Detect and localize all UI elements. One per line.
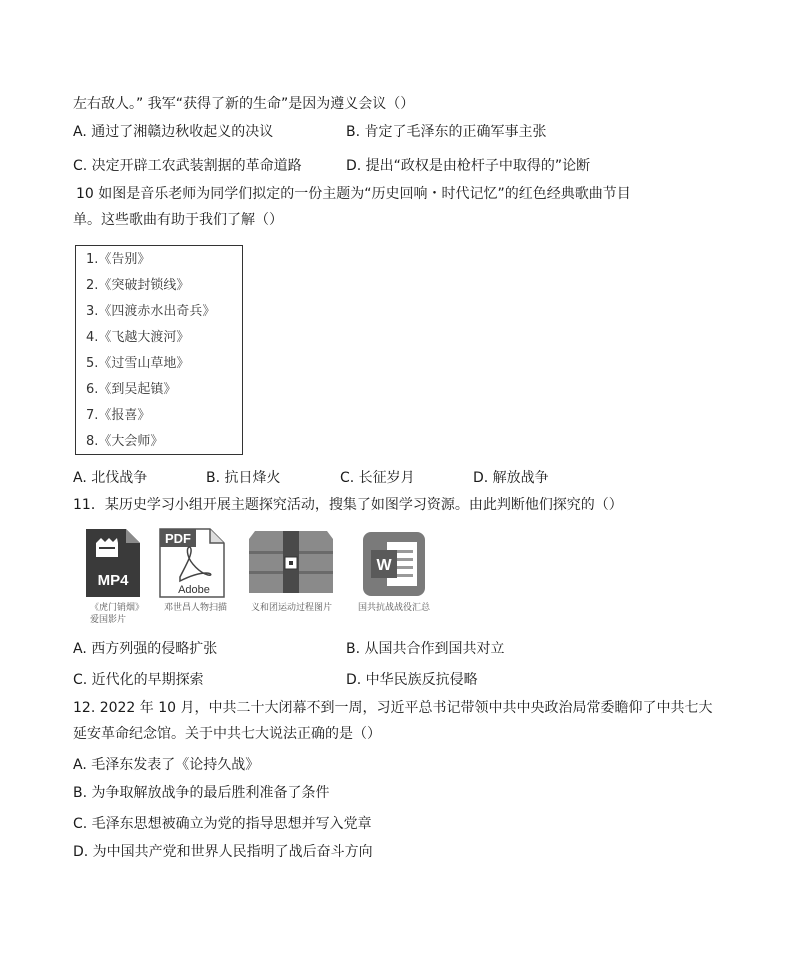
q10-stem-line2: 单。这些歌曲有助于我们了解（） [73,212,283,228]
song-program-list [75,245,243,455]
resource-caption: 爱国影片 [90,615,127,625]
q11-option-c[interactable]: C. 近代化的早期探索 [73,672,204,688]
q9-option-a[interactable]: A. 通过了湘赣边秋收起义的决议 [73,124,274,140]
q9-option-b[interactable]: B. 肯定了毛泽东的正确军事主张 [346,124,547,140]
word-file-icon [361,530,427,598]
q9-option-d[interactable]: D. 提出“政权是由枪杆子中取得的”论断 [346,158,591,174]
intro-line: 左右敌人。” 我军“获得了新的生命”是因为遵义会议（） [73,96,415,112]
resource-caption: 义和团运动过程图片 [251,603,333,613]
q10-stem-line1: 10 如图是音乐老师为同学们拟定的一份主题为“历史回响・时代记忆”的红色经典歌曲节目 [76,186,631,202]
q12-option-b[interactable]: B. 为争取解放战争的最后胜利准备了条件 [73,785,330,801]
q11-option-b[interactable]: B. 从国共合作到国共对立 [346,641,505,657]
q12-stem-line1: 12. 2022 年 10 月，中共二十大闭幕不到一周，习近平总书记带领中共中央政治局常委瞻仰了中共七大 [73,700,713,716]
q11-option-d[interactable]: D. 中华民族反抗侵略 [346,672,478,688]
q12-stem-line2: 延安革命纪念馆。关于中共七大说法正确的是（） [73,726,381,742]
song-item: 8.《大会师》 [86,434,164,449]
mp4-badge: MP4 [97,572,129,589]
q12-option-c[interactable]: C. 毛泽东思想被确立为党的指导思想并写入党章 [73,816,372,832]
q11-stem-line1: 11．某历史学习小组开展主题探究活动，搜集了如图学习资源。由此判断他们探究的（） [73,497,623,513]
q10-option-b[interactable]: B. 抗日烽火 [206,470,281,486]
pdf-badge: PDF [165,531,191,546]
q10-option-c[interactable]: C. 长征岁月 [340,470,415,486]
song-item: 7.《报喜》 [86,408,151,423]
resource-caption: 邓世昌人物扫描 [164,603,228,613]
q10-option-a[interactable]: A. 北伐战争 [73,470,148,486]
song-item: 5.《过雪山草地》 [86,356,190,371]
adobe-label: Adobe [178,584,210,596]
resource-caption: 国共抗战战役汇总 [358,603,431,613]
pdf-file-icon [158,527,228,599]
q12-option-d[interactable]: D. 为中国共产党和世界人民指明了战后奋斗方向 [73,844,373,860]
q9-option-c[interactable]: C. 决定开辟工农武装割据的革命道路 [73,158,302,174]
song-item: 4.《飞越大渡河》 [86,330,190,345]
resource-caption: 《虎门销烟》 [90,603,145,613]
mp4-file-icon [82,527,142,599]
song-item: 2.《突破封锁线》 [86,278,190,293]
song-item: 3.《四渡赤水出奇兵》 [86,304,216,319]
q10-option-d[interactable]: D. 解放战争 [473,470,549,486]
song-item: 6.《到吴起镇》 [86,382,177,397]
song-item: 1.《告别》 [86,252,151,267]
archive-file-icon [245,527,337,599]
q12-option-a[interactable]: A. 毛泽东发表了《论持久战》 [73,757,260,773]
q11-option-a[interactable]: A. 西方列强的侵略扩张 [73,641,218,657]
word-badge: W [376,557,392,574]
